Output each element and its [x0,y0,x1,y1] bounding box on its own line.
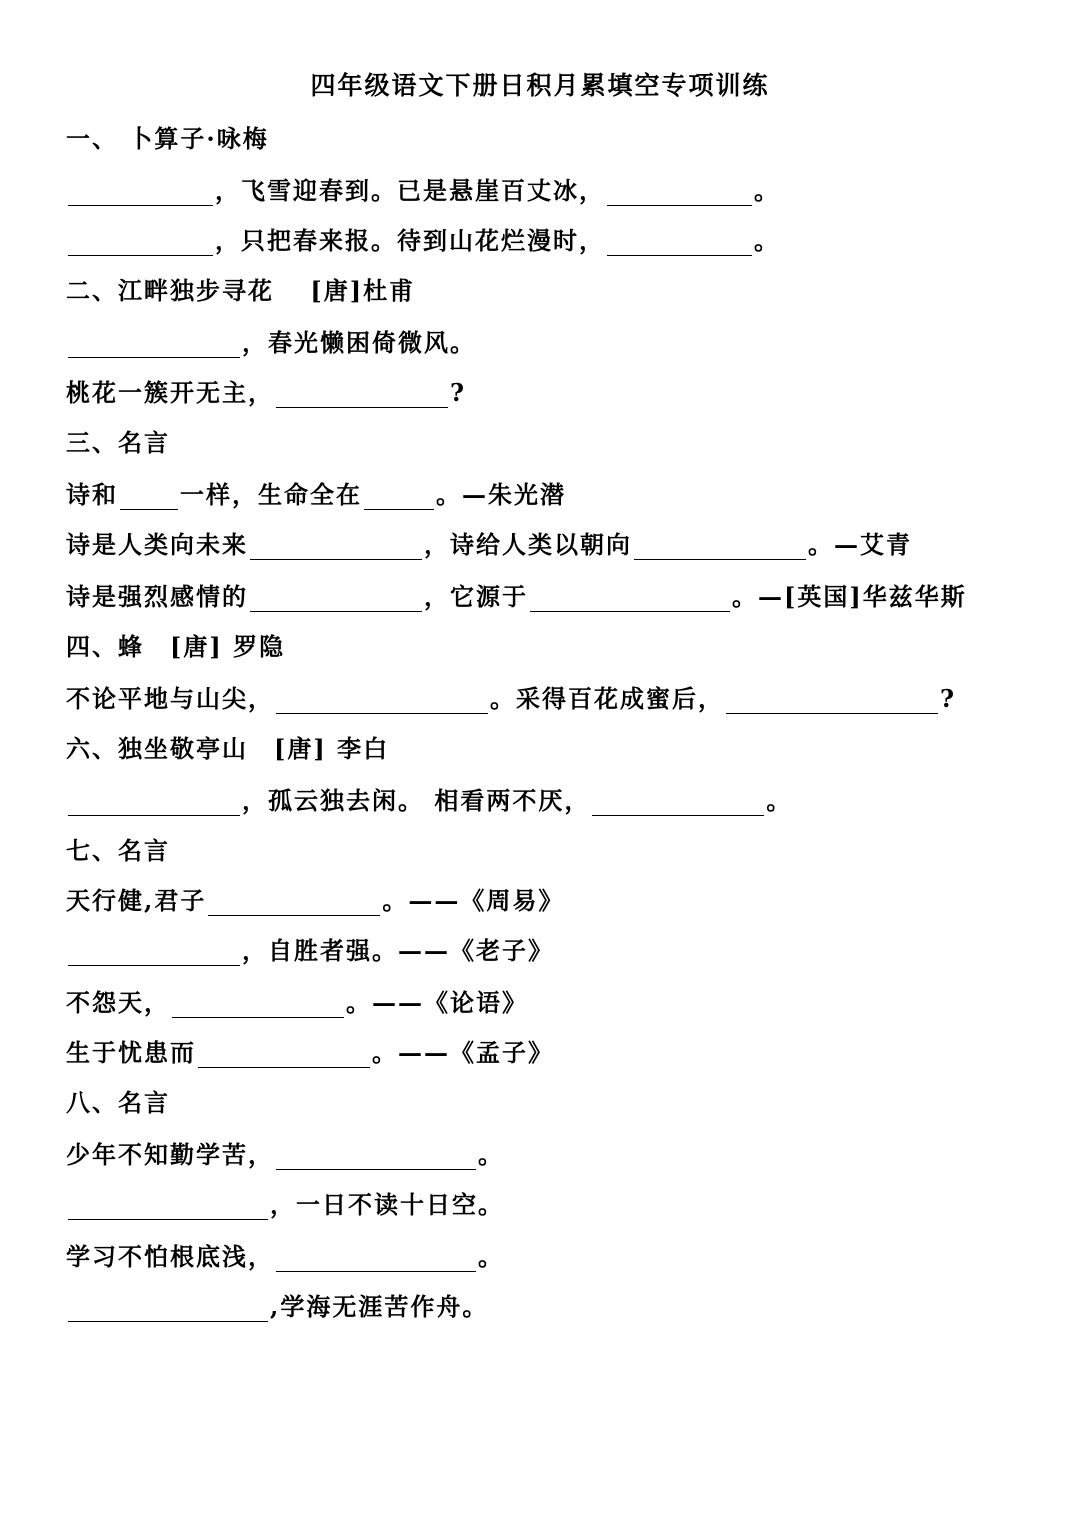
section-heading [66,624,285,662]
exercise-line [66,928,554,966]
line-text: ，只把春来报。待到山花烂漫时， [215,226,605,255]
section-heading [66,268,415,306]
answer-blank[interactable] [250,529,422,560]
answer-blank[interactable] [607,175,752,206]
line-text: ? [940,684,957,713]
line-text: ，它源于 [424,582,528,611]
line-text: ，飞雪迎春到。已是悬崖百丈冰， [215,176,605,205]
line-text: ，自胜者强。——《老子》 [242,936,554,965]
answer-blank[interactable] [276,683,488,714]
line-text: 诗和 [66,480,118,509]
line-text: 诗是人类向未来 [66,530,248,559]
section-heading [66,1080,170,1118]
exercise-line [66,1132,504,1170]
line-text: 。 [754,226,780,255]
answer-blank[interactable] [68,785,240,816]
line-text: 。—艾青 [808,530,912,559]
answer-blank[interactable] [530,581,730,612]
line-text: 六、独坐敬亭山 [唐] 李白 [66,734,390,763]
answer-blank[interactable] [250,581,422,612]
line-text: 天行健,君子 [66,886,207,915]
exercise-line [66,980,528,1018]
line-text: 诗是强烈感情的 [66,582,248,611]
exercise-line [66,1030,554,1068]
line-text: ? [450,378,467,407]
exercise-line [66,878,564,916]
answer-blank[interactable] [276,1139,476,1170]
line-text: 二、江畔独步寻花 [唐]杜甫 [66,276,416,305]
answer-blank[interactable] [364,479,434,510]
exercise-line [66,1284,488,1322]
line-text: ，春光懒困倚微风。 [242,328,476,357]
exercise-line [66,472,566,510]
line-text: 一、 卜算子·咏梅 [66,124,269,153]
exercise-line [66,370,466,408]
answer-blank[interactable] [68,1291,268,1322]
answer-blank[interactable] [726,683,938,714]
line-text: 。 [478,1242,504,1271]
line-text: 少年不知勤学苦， [66,1140,274,1169]
line-text: ，一日不读十日空。 [270,1190,504,1219]
answer-blank[interactable] [634,529,806,560]
line-text: 。——《孟子》 [372,1038,554,1067]
line-text: 生于忧患而 [66,1038,196,1067]
exercise-line [66,320,476,358]
exercise-line [66,676,956,714]
line-text: 。 [754,176,780,205]
exercise-line [66,1182,504,1220]
answer-blank[interactable] [120,479,178,510]
line-text: 。—朱光潜 [436,480,566,509]
page-title: 四年级语文下册日积月累填空专项训练 [310,71,770,100]
answer-blank[interactable] [68,935,240,966]
exercise-line [66,522,912,560]
line-text: 。采得百花成蜜后， [490,684,724,713]
line-text: 四、蜂 [唐] 罗隐 [66,632,286,661]
line-text: ，诗给人类以朝向 [424,530,632,559]
answer-blank[interactable] [208,885,380,916]
line-text: ，孤云独去闲。 相看两不厌， [242,786,591,815]
section-heading [66,420,170,458]
section-heading [66,726,389,764]
line-text: 七、名言 [66,836,170,865]
exercise-line [66,574,967,612]
line-text: 不论平地与山尖， [66,684,274,713]
section-heading [66,828,170,866]
line-text: 。 [478,1140,504,1169]
answer-blank[interactable] [68,1189,268,1220]
answer-blank[interactable] [68,327,240,358]
line-text: 八、名言 [66,1088,170,1117]
answer-blank[interactable] [276,377,448,408]
exercise-line [66,778,792,816]
line-text: 。—[英国]华兹华斯 [732,582,967,611]
line-text: 学习不怕根底浅， [66,1242,274,1271]
line-text: 不怨天， [66,988,170,1017]
answer-blank[interactable] [198,1037,370,1068]
answer-blank[interactable] [276,1241,476,1272]
answer-blank[interactable] [68,225,213,256]
line-text: ,学海无涯苦作舟。 [270,1292,489,1321]
line-text: 一样，生命全在 [180,480,362,509]
answer-blank[interactable] [592,785,764,816]
exercise-line [66,168,780,206]
exercise-line [66,1234,504,1272]
section-heading [66,116,269,154]
answer-blank[interactable] [68,175,213,206]
line-text: 。——《论语》 [346,988,528,1017]
line-text: 三、名言 [66,428,170,457]
exercise-line [66,218,780,256]
answer-blank[interactable] [607,225,752,256]
line-text: 。——《周易》 [382,886,565,915]
answer-blank[interactable] [172,987,344,1018]
line-text: 桃花一簇开无主， [66,378,274,407]
line-text: 。 [766,786,793,815]
